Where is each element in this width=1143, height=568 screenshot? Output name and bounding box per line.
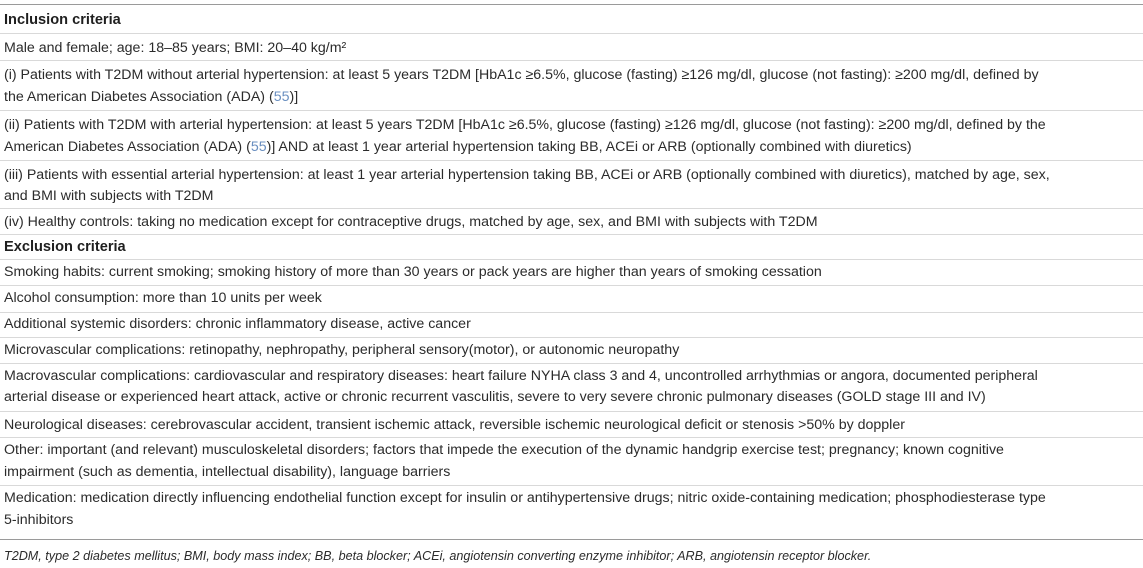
group2-text: American Diabetes Association (ADA) ( <box>4 139 251 155</box>
medication-criteria-line2: 5-inhibitors <box>4 512 74 528</box>
table-row <box>0 364 1143 412</box>
macrovascular-criteria-line2: arterial disease or experienced heart attack, active or chronic recurrent vasculitis, severe to very severe chronic pulmonary diseases (GOLD stage III and IV) <box>4 389 986 405</box>
group2-criteria-line2 <box>4 136 1139 158</box>
neurological-criteria: Neurological diseases: cerebrovascular accident, transient ischemic attack, reversible ischemic neurological deficit or stenosis >50% by doppler <box>4 417 905 433</box>
table-footnote: T2DM, type 2 diabetes mellitus; BMI, body mass index; BB, beta blocker; ACEi, angiotensin converting enzyme inhibitor; ARB, angiotensin receptor blocker. <box>4 549 872 563</box>
group4-criteria: (iv) Healthy controls: taking no medication except for contraceptive drugs, matched by age, sex, and BMI with subjects with T2DM <box>4 214 818 230</box>
macrovascular-criteria-line1: Macrovascular complications: cardiovascular and respiratory diseases: heart failure NYHA class 3 and 4, uncontrolled arrhythmias or angora, documented peripheral <box>4 368 1038 384</box>
table-row <box>0 161 1143 209</box>
table-row <box>0 338 1143 364</box>
table-row <box>0 313 1143 338</box>
table-row <box>0 486 1143 539</box>
group3-criteria-line1: (iii) Patients with essential arterial hypertension: at least 1 year arterial hypertension taking BB, ACEi or ARB (optionally combined with diuretics), matched by age, sex, <box>4 167 1050 183</box>
table-row <box>0 286 1143 313</box>
group1-text: the American Diabetes Association (ADA) ( <box>4 89 274 105</box>
demographics-criteria: Male and female; age: 18–85 years; BMI: 20–40 kg/m² <box>4 40 347 56</box>
table-row <box>0 111 1143 161</box>
reference-link[interactable]: 55 <box>273 89 290 105</box>
reference-link[interactable]: 55 <box>250 139 267 155</box>
group2-criteria-line1: (ii) Patients with T2DM with arterial hypertension: at least 5 years T2DM [HbA1c ≥6.5%, glucose (fasting) ≥126 mg/dl, glucose (not fasting): ≥200 mg/dl, defined by the <box>4 117 1046 133</box>
inclusion-heading-row <box>0 5 1143 34</box>
medication-criteria-line1: Medication: medication directly influencing endothelial function except for insulin or antihypertensive drugs; nitric oxide-containing medication; phosphodiesterase type <box>4 490 1046 506</box>
other-criteria-line2: impairment (such as dementia, intellectual disability), language barriers <box>4 464 451 480</box>
exclusion-heading: Exclusion criteria <box>4 239 126 255</box>
table-row <box>0 34 1143 61</box>
alcohol-criteria: Alcohol consumption: more than 10 units per week <box>4 290 322 306</box>
table-row <box>0 412 1143 438</box>
group1-criteria-line2 <box>4 86 1139 108</box>
table-row <box>0 438 1143 486</box>
group1-text-end: )] <box>289 89 299 105</box>
other-criteria-line1: Other: important (and relevant) musculoskeletal disorders; factors that impede the execution of the dynamic handgrip exercise test; pregnancy; known cognitive <box>4 442 1004 458</box>
table-row <box>0 260 1143 286</box>
exclusion-heading-row <box>0 235 1143 260</box>
smoking-criteria: Smoking habits: current smoking; smoking history of more than 30 years or pack years are higher than years of smoking cessation <box>4 264 822 280</box>
table-bottom-rule <box>0 539 1143 540</box>
inclusion-heading: Inclusion criteria <box>4 12 121 28</box>
table-row <box>0 209 1143 235</box>
systemic-criteria: Additional systemic disorders: chronic inflammatory disease, active cancer <box>4 316 471 332</box>
group3-criteria-line2: and BMI with subjects with T2DM <box>4 188 214 204</box>
table-row <box>0 61 1143 111</box>
group1-criteria-line1: (i) Patients with T2DM without arterial hypertension: at least 5 years T2DM [HbA1c ≥6.5%, glucose (fasting) ≥126 mg/dl, glucose (not fasting): ≥200 mg/dl, defined by <box>4 67 1039 83</box>
microvascular-criteria: Microvascular complications: retinopathy, nephropathy, peripheral sensory(motor), or autonomic neuropathy <box>4 342 680 358</box>
group2-text-end: )] AND at least 1 year arterial hypertension taking BB, ACEi or ARB (optionally combined with diuretics) <box>266 139 912 155</box>
